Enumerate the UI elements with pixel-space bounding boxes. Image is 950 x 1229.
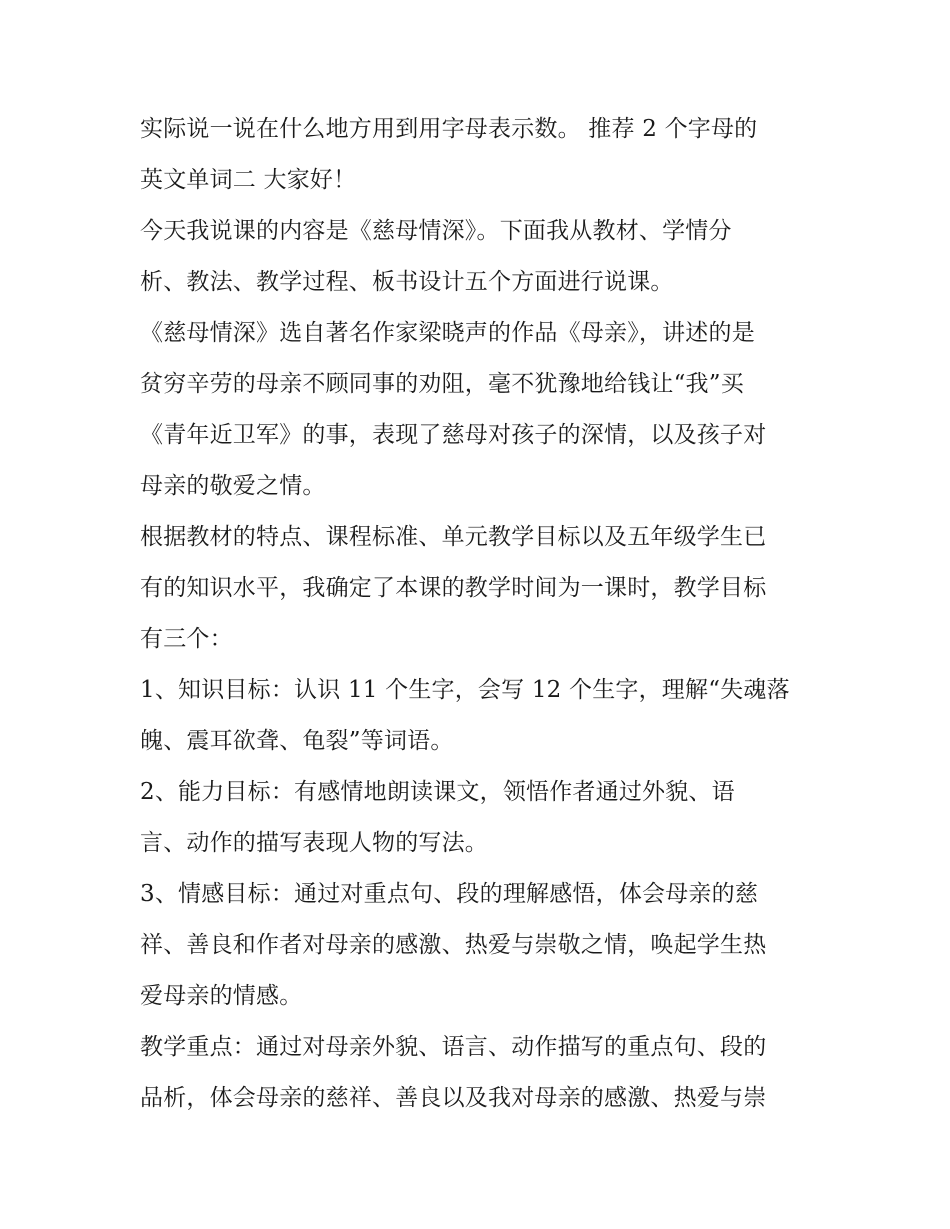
text-line: 品析，体会母亲的慈祥、善良以及我对母亲的感激、热爱与崇 [140, 1085, 767, 1111]
text-line: 爱母亲的情感。 [140, 983, 303, 1009]
text-line: 魄、震耳欲聋、龟裂”等词语。 [140, 728, 454, 754]
text-line: 今天我说课的内容是《慈母情深》。下面我从教材、学情分 [140, 218, 732, 244]
text-line: 有三个： [140, 626, 233, 652]
text-line: 教学重点：通过对母亲外貌、语言、动作描写的重点句、段的 [140, 1034, 767, 1060]
text-line: 英文单词二 大家好！ [140, 167, 357, 193]
text-line: 《青年近卫军》的事，表现了慈母对孩子的深情，以及孩子对 [140, 422, 767, 448]
text-line: 实际说一说在什么地方用到用字母表示数。 推荐 2 个字母的 [140, 116, 758, 142]
text-line: 贫穷辛劳的母亲不顾同事的劝阻，毫不犹豫地给钱让“我”买 [140, 371, 744, 397]
text-line: 有的知识水平，我确定了本课的教学时间为一课时，教学目标 [140, 575, 767, 601]
text-line: 1、知识目标：认识 11 个生字，会写 12 个生字，理解“失魂落 [140, 677, 790, 703]
text-line: 《慈母情深》选自著名作家梁晓声的作品《母亲》，讲述的是 [140, 320, 755, 346]
document-body [140, 104, 820, 1124]
text-line: 2、能力目标：有感情地朗读课文，领悟作者通过外貌、语 [140, 779, 735, 805]
text-line: 根据教材的特点、课程标准、单元教学目标以及五年级学生已 [140, 524, 767, 550]
text-line: 析、教法、教学过程、板书设计五个方面进行说课。 [140, 269, 674, 295]
text-line: 3、情感目标：通过对重点句、段的理解感悟，体会母亲的慈 [140, 881, 759, 907]
text-line: 祥、善良和作者对母亲的感激、热爱与崇敬之情，唤起学生热 [140, 932, 767, 958]
text-line: 言、动作的描写表现人物的写法。 [140, 830, 488, 856]
text-line: 母亲的敬爱之情。 [140, 473, 326, 499]
